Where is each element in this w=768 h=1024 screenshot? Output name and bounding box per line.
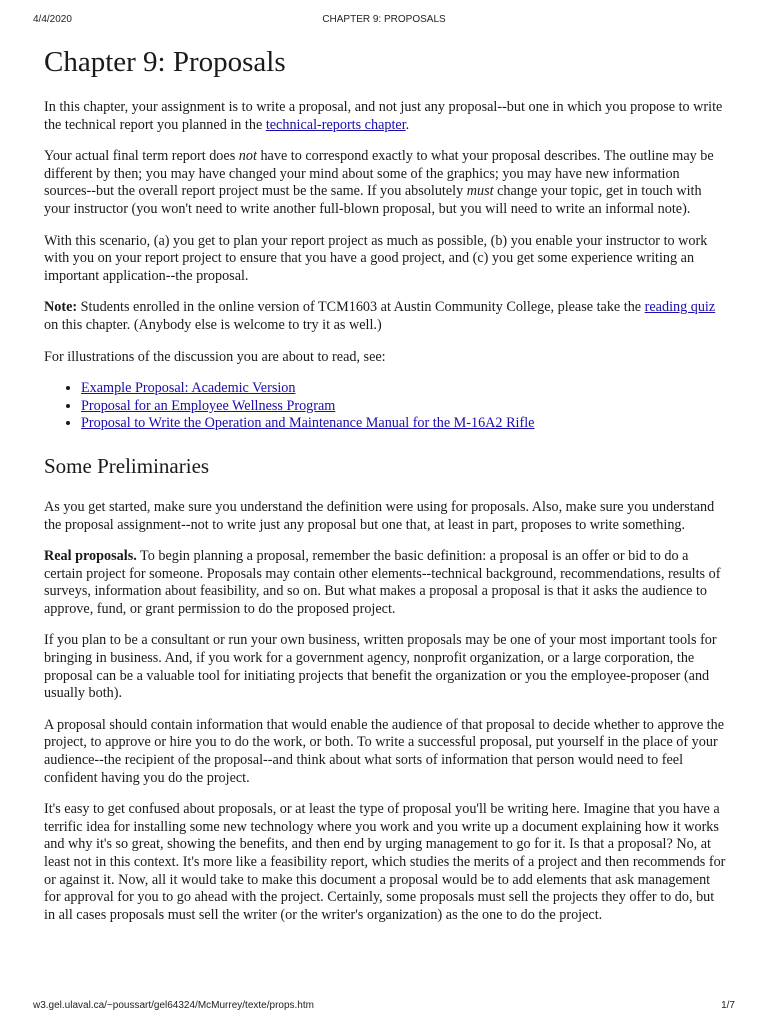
document-body (44, 44, 726, 938)
print-footer (33, 1000, 735, 1014)
intro-end: . (405, 116, 410, 133)
para2-text-b: have to correspond exactly to what your proposal describes. The outline may be different by then; you may have changed your mind about some of the graphics; you may have new information sources--but the overall report project must be the same. If you absolutely (44, 148, 714, 200)
technical-reports-link[interactable]: technical-reports chapter (265, 116, 406, 133)
note-paragraph (44, 299, 726, 334)
consultant-paragraph: If you plan to be a consultant or run your own business, written proposals may be one of your most important tools for bringing in business. And, if you work for a government agency, nonprofit organization, or a large corporation, the proposal can be a valuable tool for initiating projects that benefit the organization or you the employee-proposer (and usually both). (44, 632, 717, 702)
print-header (33, 14, 735, 28)
example-list (44, 380, 726, 433)
list-item (81, 398, 726, 416)
preliminaries-paragraph: As you get started, make sure you understand the definition were using for proposals. Also, make sure you understand the proposal assignment--not to write just any proposal but one that, at least in part, proposes to write something. (44, 498, 715, 533)
para2-text-c: change your topic, get in touch with your instructor (you won't need to write another full-blown proposal, but you will need to write an informal note). (44, 183, 702, 217)
print-url: w3.gel.ulaval.ca/~poussart/gel64324/McMurrey/texte/props.htm (33, 1000, 314, 1011)
list-item (81, 415, 726, 433)
illustrations-intro: For illustrations of the discussion you are about to read, see: (44, 348, 386, 365)
example-academic-link[interactable]: Example Proposal: Academic Version (81, 380, 296, 397)
example-wellness-link[interactable]: Proposal for an Employee Wellness Program (81, 397, 336, 414)
real-proposals-text: To begin planning a proposal, remember the basic definition: a proposal is an offer or bid to do a certain project for someone. Proposals may contain other elements--technical background, recommendations, results of surveys, information about feasibility, and so on. But what makes a proposal a proposal is that it asks the audience to approve, fund, or grant permission to do the proposed project. (44, 548, 721, 617)
intro-paragraph (44, 99, 726, 134)
information-paragraph: A proposal should contain information that would enable the audience of that proposal to decide whether to approve the project, to approve or hire you to do the work, or both. To write a successful proposal, put yourself in the place of your audience--the recipient of the proposal--and think about what sorts of information that person would need to feel confident having you do the project. (44, 716, 725, 786)
real-proposals-label: Real proposals. (44, 548, 137, 565)
real-proposals-paragraph (44, 548, 726, 618)
section-heading: Some Preliminaries (44, 453, 210, 478)
para2-text-a: Your actual final term report does (44, 148, 239, 165)
intro-text: In this chapter, your assignment is to write a proposal, and not just any proposal--but one in which you propose to write the technical report you planned in the (44, 99, 723, 133)
list-item (81, 380, 726, 398)
page-title: Chapter 9: Proposals (44, 46, 286, 78)
page-number: 1/7 (721, 1000, 735, 1011)
para2-emphasis-not: not (238, 148, 257, 165)
note-text-a: Students enrolled in the online version of TCM1603 at Austin Community College, please take the (77, 299, 645, 316)
note-text-b: on this chapter. (Anybody else is welcome to try it as well.) (44, 316, 382, 333)
term-report-paragraph (44, 148, 726, 218)
example-m16-manual-link[interactable]: Proposal to Write the Operation and Maintenance Manual for the M-16A2 Rifle (81, 415, 535, 432)
note-label: Note: (44, 299, 78, 316)
para2-emphasis-must: must (466, 183, 494, 200)
print-title: CHAPTER 9: PROPOSALS (322, 14, 446, 25)
reading-quiz-link[interactable]: reading quiz (644, 299, 716, 316)
confusion-paragraph: It's easy to get confused about proposals, or at least the type of proposal you'll be writing here. Imagine that you have a terrific idea for installing some new technology where you work and you write up a document explaining how it works and why it's so great, showing the benefits, and then end by urging management to go for it. Is that a proposal? No, at least not in this context. It's more like a feasibility report, which studies the merits of a project and then recommends for or against it. Now, all it would take to make this document a proposal would be to add elements that ask management for approval for you to go ahead with the project. Certainly, some proposals must sell the projects they offer to do, but in all cases proposals must sell the writer (or the writer's organization) as the one to do the project. (44, 801, 726, 923)
print-date: 4/4/2020 (33, 14, 72, 25)
scenario-paragraph: With this scenario, (a) you get to plan your report project as much as possible, (b) you enable your instructor to work with you on your report project to ensure that you have a good project, and (c) you get some experience writing an important application--the proposal. (44, 232, 708, 284)
